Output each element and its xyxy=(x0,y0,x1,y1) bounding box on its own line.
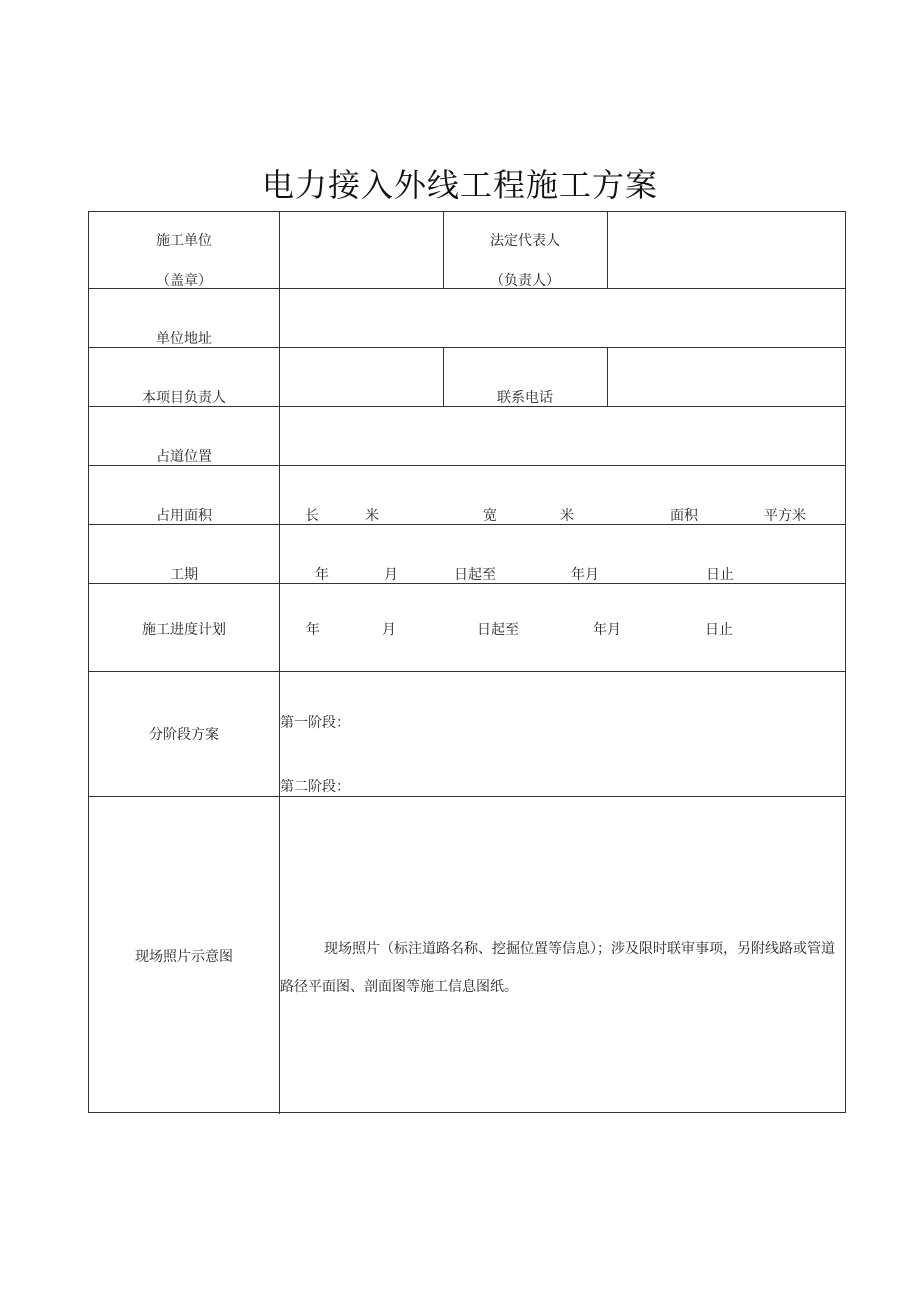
end-label: 日止 xyxy=(705,622,733,638)
legal-rep-label: 法定代表人 xyxy=(490,233,560,249)
unit-address-label: 单位地址 xyxy=(156,331,212,347)
end-label: 日止 xyxy=(706,567,734,583)
width-unit: 米 xyxy=(560,508,574,524)
column-divider xyxy=(607,347,608,406)
year-label: 年 xyxy=(306,622,320,638)
site-photo-instructions: 现场照片（标注道路名称、挖掘位置等信息）；涉及限时联审事项，另附线路或管道路径平面图、剖面图等施工信息图纸。 xyxy=(280,941,835,995)
year-month-label: 年月 xyxy=(593,622,621,638)
start-to-label: 日起至 xyxy=(477,622,519,638)
row-divider xyxy=(89,671,845,672)
phase-one-label: 第一阶段： xyxy=(280,715,350,731)
year-label: 年 xyxy=(315,567,329,583)
site-photo-label: 现场照片示意图 xyxy=(135,949,233,965)
contact-phone-label: 联系电话 xyxy=(497,390,553,406)
row-divider xyxy=(89,796,845,797)
start-to-label: 日起至 xyxy=(454,567,496,583)
area-unit: 平方米 xyxy=(764,508,806,524)
month-label: 月 xyxy=(382,622,396,638)
schedule-plan-label: 施工进度计划 xyxy=(142,622,226,638)
width-label: 宽 xyxy=(483,508,497,524)
occupied-area-label: 占用面积 xyxy=(156,508,212,524)
construction-unit-label: 施工单位 xyxy=(156,233,212,249)
length-label: 长 xyxy=(305,508,319,524)
seal-note: （盖章） xyxy=(156,273,212,289)
project-manager-label: 本项目负责人 xyxy=(142,390,226,406)
occupied-location-label: 占道位置 xyxy=(156,449,212,465)
length-unit: 米 xyxy=(365,508,379,524)
column-divider xyxy=(607,212,608,288)
responsible-person-note: （负责人） xyxy=(490,273,560,289)
month-label: 月 xyxy=(384,567,398,583)
phase-two-label: 第二阶段： xyxy=(280,779,350,795)
construction-plan-form xyxy=(88,211,846,1113)
construction-period-label: 工期 xyxy=(170,567,198,583)
page-title: 电力接入外线工程施工方案 xyxy=(261,166,658,204)
year-month-label: 年月 xyxy=(571,567,599,583)
phased-plan-label: 分阶段方案 xyxy=(149,727,219,743)
area-label: 面积 xyxy=(670,508,698,524)
